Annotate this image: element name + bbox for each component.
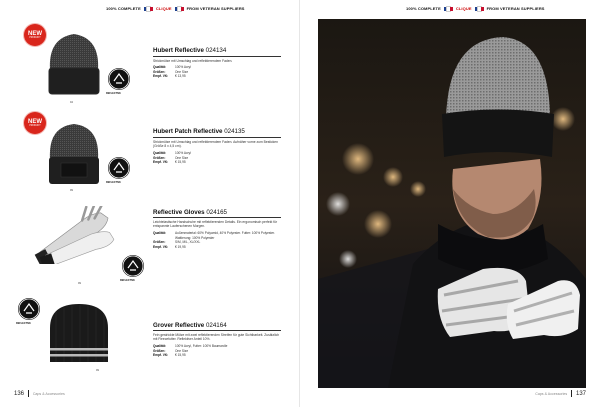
reflective-icon <box>18 298 40 320</box>
beanie-stripes-image <box>44 302 114 368</box>
flag-icon <box>175 7 184 11</box>
title-divider <box>153 217 281 218</box>
gloves-image <box>28 206 120 264</box>
section-name: Caps & Accessories <box>32 391 65 396</box>
lifestyle-photo <box>318 19 586 388</box>
spec-row: Qualität: 100% Acryl, Futter: 100% Baumwolle <box>153 344 228 348</box>
product-title: Grover Reflective 024164 <box>153 322 227 329</box>
title-divider <box>153 330 281 331</box>
spec-row: Empf. VK: € 15,95 <box>153 353 186 357</box>
new-badge: NEW PRODUKT <box>24 112 46 134</box>
product-title: Hubert Patch Reflective 024135 <box>153 128 245 135</box>
spec-row: Größen: One Size <box>153 348 189 353</box>
product-specs <box>153 344 281 358</box>
footer-left <box>14 390 65 397</box>
beanie-image <box>44 30 104 98</box>
header-label: 100% COMPLETE <box>406 6 441 11</box>
spec-row: Größen: One Size <box>153 155 189 160</box>
flag-icon <box>144 7 153 11</box>
footer-divider <box>571 390 572 397</box>
header-brand: CLIQUE <box>455 6 472 11</box>
page-number: 136 <box>14 390 25 397</box>
reflective-label: REFLECTIVE <box>16 322 31 325</box>
product-title: Hubert Reflective 024134 <box>153 47 227 54</box>
header-right-label: FROM VETERAN SUPPLIERS <box>486 6 545 11</box>
reflective-icon <box>122 255 144 277</box>
product-specs <box>153 65 281 79</box>
header-brand: CLIQUE <box>155 6 172 11</box>
title-divider <box>153 56 281 57</box>
reflective-icon <box>108 157 130 179</box>
footer-divider <box>28 390 29 397</box>
flag-icon <box>444 7 453 11</box>
article-number: 99 <box>96 369 99 372</box>
header-right-label: FROM VETERAN SUPPLIERS <box>186 6 245 11</box>
product-specs <box>153 151 281 165</box>
product-description: Strickmütze mit Umschlag und reflektierendem Faden. Aufnäher vorne zum Besticken (Größe 8 x 4,5 cm). <box>153 140 278 149</box>
spec-row: Empf. VK: € 13,95 <box>153 74 186 78</box>
spec-row: Größen: S/M, M/L, XL/XXL <box>153 240 201 244</box>
spec-row: Empf. VK: € 19,95 <box>153 244 186 249</box>
product-description: Strickmütze mit Umschlag und reflektierendem Faden. <box>153 59 233 63</box>
spec-row: Größen: One Size <box>153 69 189 74</box>
reflective-icon <box>108 68 130 90</box>
article-number: 99 <box>78 282 81 285</box>
product-description: Leichtelastische Handschuhe mit reflektierenden Details. Ein ergonomisch perfekt für entspannte Lauferschenen Morgen. <box>153 220 278 229</box>
title-divider <box>153 137 281 138</box>
new-badge: NEW PRODUKT <box>24 24 46 46</box>
beanie-patch-image <box>44 121 104 187</box>
spec-row: Qualität: 100% Acryl <box>153 65 191 69</box>
product-title: Reflective Gloves 024165 <box>153 209 227 216</box>
spec-row: Empf. VK: € 15,95 <box>153 160 186 164</box>
reflective-label: REFLECTIVE <box>106 181 121 184</box>
right-page <box>300 0 600 407</box>
article-number: 94 <box>70 101 73 104</box>
product-description: Fein gestrickte Mütze mit zwei reflektierenden Streifen für gute Sichtbarkeit. Zusätzlich mit Fleecefutter. Reflektiver Anteil 10%. <box>153 333 280 342</box>
header-strip-left <box>106 6 245 11</box>
spec-row: Qualität: Außenmaterial: 60% Polyamid, 40% Polyester. Futter: 100% Polyester. Wattierung: 100% Polyester <box>153 231 275 240</box>
reflective-label: REFLECTIVE <box>120 279 135 282</box>
flag-icon <box>475 7 484 11</box>
article-number: 99 <box>70 189 73 192</box>
header-label: 100% COMPLETE <box>106 6 141 11</box>
page-number: 137 <box>575 390 586 397</box>
reflective-label: REFLECTIVE <box>106 92 121 95</box>
spec-row: Qualität: 100% Acryl <box>153 151 191 155</box>
product-specs <box>153 231 281 249</box>
footer-right <box>535 390 586 397</box>
section-name: Caps & Accessories <box>535 391 568 396</box>
header-strip-right <box>406 6 545 11</box>
